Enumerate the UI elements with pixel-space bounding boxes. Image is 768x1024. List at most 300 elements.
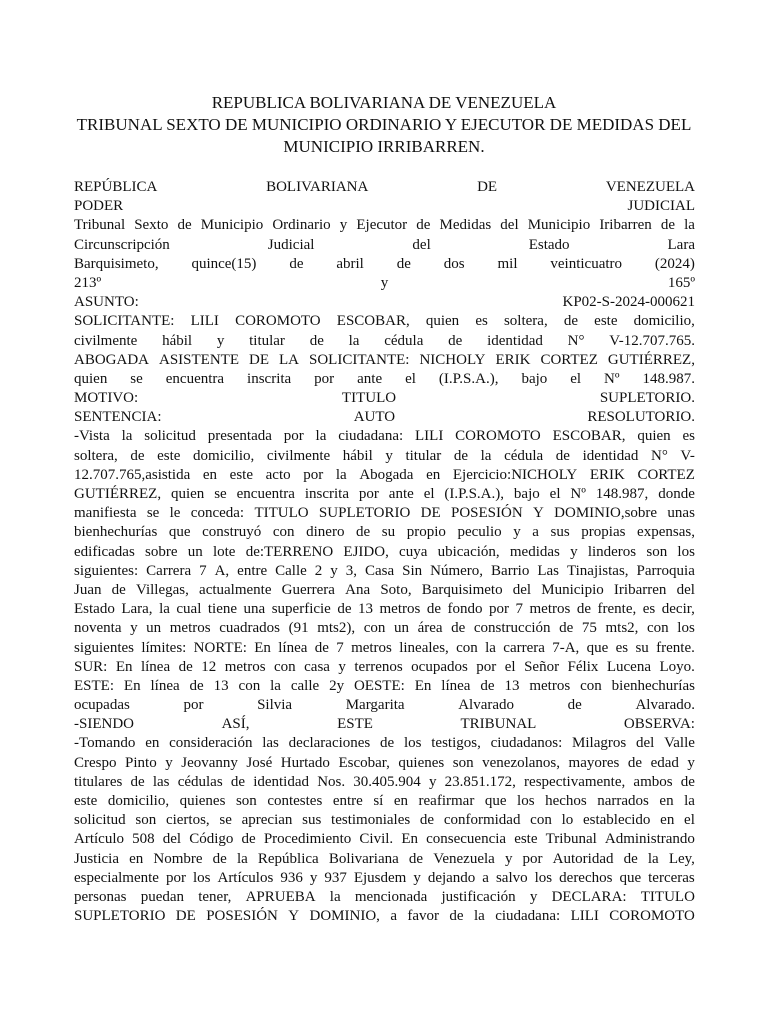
word: en (426, 466, 441, 483)
word: Lara, (121, 601, 153, 618)
word: metros (351, 639, 392, 656)
word: y (130, 620, 138, 637)
word: ABOGADA (74, 351, 149, 368)
word: en (393, 793, 409, 809)
word: POSESIÓN (450, 505, 523, 522)
word: N° (650, 447, 668, 464)
word: lo (561, 812, 574, 829)
word: En (123, 677, 141, 694)
word: -Tomando (74, 735, 136, 752)
word: Ejercicio:NICHOLY (452, 466, 578, 483)
word: Artículos (217, 869, 274, 886)
word: TITULO (640, 888, 695, 905)
body-line (74, 562, 695, 581)
word: son (135, 812, 157, 829)
word: GUTIÉRREZ, (607, 351, 695, 368)
word: del (635, 735, 655, 752)
word: medidas (509, 543, 560, 560)
word: REPÚBLICA (74, 179, 158, 195)
body-line (74, 504, 695, 523)
word: cédula (384, 332, 424, 349)
word: (2024) (654, 255, 695, 272)
word: de (314, 639, 329, 656)
body-line (74, 658, 695, 677)
word: la (647, 850, 659, 867)
body-line (74, 543, 695, 562)
word: Circunscripción (74, 236, 170, 253)
word: quien (170, 486, 205, 502)
word: En (115, 658, 133, 675)
word: quien (637, 428, 671, 445)
word: (I.P.S.A.), (444, 486, 505, 502)
word: metros (529, 677, 571, 694)
word: CORTEZ (637, 466, 695, 483)
word: encuentra (236, 486, 295, 502)
document-header (0, 92, 768, 158)
word: Barquisimeto (421, 581, 503, 598)
word: es (642, 601, 656, 618)
word: expensas, (637, 524, 695, 541)
word: y (339, 217, 348, 234)
word: y (338, 658, 346, 675)
word: es (682, 428, 695, 445)
word: 13 (504, 677, 520, 694)
word: la (335, 466, 347, 483)
word: es (615, 639, 629, 656)
word: 165º (667, 274, 695, 291)
word: civilmente (266, 447, 331, 464)
word: con (580, 677, 602, 694)
word: propio (406, 524, 446, 541)
word: AUTO (353, 409, 396, 426)
word: Ana (345, 581, 371, 598)
word: SUPLETORIO (318, 505, 411, 522)
word: área (417, 620, 443, 637)
word: Abogada (359, 466, 414, 483)
word: 23.851.172, (444, 773, 516, 790)
word: de (426, 601, 442, 618)
word: SUPLETORIO. (599, 390, 695, 407)
body-line (74, 773, 695, 792)
word: a (482, 869, 489, 886)
word: Barquisimeto, (74, 255, 159, 272)
body-line (74, 523, 695, 542)
word: un (146, 620, 162, 637)
word: por (358, 486, 379, 502)
word: bienhechurías (611, 677, 695, 694)
word: de:TERRENO (245, 543, 334, 560)
word: bienhechurías (74, 524, 158, 541)
word: la (473, 908, 485, 925)
word: línea (441, 677, 471, 694)
word: Ley, (668, 850, 695, 867)
word: los (192, 869, 211, 886)
word: aprecian (241, 812, 293, 829)
word: contestes (267, 793, 323, 809)
header-line-1: REPUBLICA BOLIVARIANA DE VENEZUELA (211, 93, 557, 112)
word: DE (477, 179, 498, 195)
word: Señor (524, 658, 560, 675)
body-line (74, 888, 695, 907)
word: 7 (199, 562, 207, 579)
word: SOLICITANTE: (309, 351, 410, 368)
word: actualmente (199, 581, 272, 598)
word: se (219, 812, 232, 829)
word: ciudadana: (495, 908, 561, 925)
word: linderos (587, 543, 637, 560)
body-line (74, 408, 695, 427)
word: mts2, (605, 620, 639, 637)
word: con (456, 639, 478, 656)
word: que (619, 869, 642, 886)
body-line (74, 485, 695, 504)
word: Félix (567, 658, 599, 675)
word: Estado (528, 236, 570, 253)
word: 148.987, (595, 486, 649, 502)
word: SUR: (74, 658, 108, 675)
word: de (416, 217, 431, 234)
word: lote (212, 543, 236, 560)
word: de (559, 620, 574, 637)
word: mts2), (317, 620, 356, 637)
word: APRUEBA (245, 888, 316, 905)
word: del (676, 581, 695, 598)
word: quien (74, 370, 108, 387)
word: de (178, 658, 193, 675)
body-line (74, 427, 695, 446)
body-line (74, 274, 695, 293)
word: la (684, 793, 695, 809)
body-line (74, 850, 695, 869)
word: Nos. (317, 773, 346, 790)
word: línea (278, 639, 308, 656)
word: noventa (74, 620, 122, 637)
word: le (169, 505, 181, 522)
word: Ejecutor (356, 217, 408, 234)
word: Procedimiento (263, 831, 352, 848)
word: 148.987. (642, 370, 695, 387)
word: JUDICIAL (627, 198, 695, 215)
word: un (187, 543, 203, 560)
word: 937 (324, 869, 347, 886)
word: el (570, 370, 582, 387)
word: ocupados (411, 658, 468, 675)
word: es (475, 313, 488, 330)
word: quien (425, 313, 460, 330)
word: sobre (145, 543, 178, 560)
word: su (635, 639, 649, 656)
word: Crespo (74, 754, 117, 771)
word: por (314, 370, 335, 387)
word: con (647, 620, 669, 637)
word: se (214, 486, 227, 502)
word: Jeovanny (181, 754, 238, 771)
word: y (165, 754, 173, 771)
word: Iribarren (613, 581, 667, 598)
word: Parroquia (636, 562, 695, 579)
word: A, (214, 562, 230, 579)
word: y (513, 524, 521, 541)
word: TITULO (341, 390, 397, 407)
word: por (283, 428, 304, 445)
word: MOTIVO: (74, 390, 139, 407)
word: identidad (487, 332, 543, 349)
word: sí (373, 793, 384, 809)
body-line (74, 236, 695, 255)
word: sus (302, 812, 322, 829)
word: ESCOBAR, (552, 428, 626, 445)
word: PODER (74, 198, 124, 215)
word: peculio (457, 524, 502, 541)
word: ante (357, 370, 383, 387)
word: hábil (162, 332, 193, 349)
word: quienes (179, 793, 226, 809)
word: OESTE: (353, 677, 405, 694)
word: Loyo. (659, 658, 695, 675)
word: quince(15) (191, 255, 257, 272)
word: 30.405.904 (353, 773, 421, 790)
body-line (74, 293, 695, 312)
word: Número, (430, 562, 484, 579)
word: (I.P.S.A.), (438, 370, 499, 387)
body-line (74, 466, 695, 485)
word: -Vista (74, 428, 110, 445)
word: 213º (74, 274, 102, 291)
word: edad (650, 754, 679, 771)
word: Y (288, 908, 300, 925)
word: de (189, 677, 204, 694)
word: la (121, 428, 133, 445)
word: DECLARA: (551, 888, 627, 905)
word: 7 (515, 601, 524, 618)
word: y (309, 869, 318, 886)
word: en (660, 812, 675, 829)
word: 7 (336, 639, 344, 656)
word: DE (249, 351, 269, 368)
word: cuadrados (219, 620, 280, 637)
word: los (403, 735, 422, 752)
word: ASISTENTE (159, 351, 239, 368)
word: veinticuatro (550, 255, 623, 272)
word: Sexto (134, 217, 169, 234)
body-line (74, 600, 695, 619)
word: Estado (74, 601, 115, 618)
word: República (257, 850, 319, 867)
word: soltera, (503, 313, 548, 330)
word: 2 (314, 562, 323, 579)
word: testigos, (431, 735, 481, 752)
word: de (567, 697, 582, 714)
word: domicilio, (193, 447, 255, 464)
word: solicitud (74, 812, 126, 829)
word: V-12.707.765. (609, 332, 695, 349)
word: personas (74, 888, 127, 905)
word: Calle (275, 562, 307, 579)
word: Medidas (439, 217, 492, 234)
word: reafirmar (418, 793, 475, 809)
word: 3, (345, 562, 357, 579)
word: ambos (633, 773, 673, 790)
word: COROMOTO (609, 908, 695, 925)
word: metros (169, 620, 211, 637)
word: de (111, 581, 126, 598)
word: donde (658, 486, 695, 502)
word: quienes (398, 754, 445, 771)
word: En (414, 677, 432, 694)
word: Lucena (606, 658, 651, 675)
word: 508 (132, 831, 155, 848)
word: Administrando (604, 831, 695, 848)
word: que (168, 524, 191, 541)
word: construyó (202, 524, 262, 541)
word: solicitud (144, 428, 196, 445)
word: CORTEZ (540, 351, 598, 368)
word: edificadas (74, 543, 135, 560)
body-line (74, 389, 695, 408)
word: conceda: (190, 505, 245, 522)
word: DE (175, 908, 196, 925)
word: titulares (74, 773, 123, 790)
header-line-2: TRIBUNAL SEXTO DE MUNICIPIO ORDINARIO Y EJECUTOR DE MEDIDAS DEL (76, 115, 692, 134)
word: dos (443, 255, 465, 272)
word: ERIK (495, 351, 531, 368)
word: cédula (504, 447, 544, 464)
word: Judicial (267, 236, 315, 253)
word: ASÍ, (221, 716, 250, 733)
word: se (130, 370, 143, 387)
word: y (385, 447, 393, 464)
word: el (684, 812, 695, 829)
word: casa (304, 658, 330, 675)
word: conformidad (443, 812, 521, 829)
body-line (74, 178, 695, 197)
body-line (74, 696, 695, 715)
word: Margarita (345, 697, 405, 714)
word: SOLICITANTE: (74, 313, 175, 330)
word: cual (176, 601, 202, 618)
word: una (243, 601, 266, 618)
word: especialmente (74, 869, 159, 886)
word: tiene (207, 601, 238, 618)
word: terrenos (354, 658, 403, 675)
word: consideración (169, 735, 253, 752)
word: entre (237, 562, 268, 579)
word: y (504, 850, 513, 867)
word: de (555, 447, 570, 464)
word: la (348, 332, 360, 349)
word: terceras (648, 869, 695, 886)
word: mil (497, 255, 518, 272)
word: lineales, (399, 639, 449, 656)
word: de (563, 313, 579, 330)
body-line (74, 907, 695, 926)
body-line (74, 216, 695, 235)
word: Guerrera (281, 581, 335, 598)
word: línea (150, 677, 180, 694)
word: y (330, 562, 338, 579)
word: Nº (604, 370, 620, 387)
word: de (130, 773, 145, 790)
word: Autoridad (552, 850, 614, 867)
word: LILI (190, 313, 219, 330)
word: presentada (207, 428, 272, 445)
word: con (363, 620, 386, 637)
word: en (659, 793, 674, 809)
word: inscrita (304, 486, 349, 502)
word: 12 (201, 658, 217, 675)
word: LILI (570, 908, 599, 925)
word: Bolivariana (328, 850, 399, 867)
word: de (680, 773, 695, 790)
word: Valle (664, 735, 695, 752)
word: las (262, 735, 279, 752)
word: Tribunal (545, 831, 597, 848)
word: José (246, 754, 273, 771)
word: por (303, 466, 324, 483)
word: LA (279, 351, 299, 368)
word: RESOLUTORIO. (587, 409, 695, 426)
word: Las (537, 562, 560, 579)
word: su (381, 524, 396, 541)
word: por (476, 658, 497, 675)
body-line (74, 715, 695, 734)
word: ESTE (337, 716, 373, 733)
body-line (74, 447, 695, 466)
word: 12.707.765,asistida (74, 466, 191, 483)
word: de (453, 447, 469, 464)
word: DOMINIO,sobre (554, 505, 658, 522)
word: en (129, 850, 144, 867)
word: de (660, 217, 676, 234)
word: se (146, 505, 160, 522)
word: de (449, 908, 464, 925)
body-line (74, 754, 695, 773)
word: son (452, 754, 474, 771)
body-line (74, 830, 695, 849)
word: favor (407, 908, 440, 925)
word: bajo (521, 370, 548, 387)
word: Artículo (74, 831, 124, 848)
word: Sin (402, 562, 423, 579)
word: la (684, 217, 695, 234)
word: la (159, 601, 170, 618)
word: fondo (447, 601, 483, 618)
word: venezolanos, (482, 754, 561, 771)
word: carrera (503, 639, 545, 656)
word: Tribunal (74, 217, 126, 234)
word: que (586, 639, 609, 656)
body-line (74, 677, 695, 696)
word: el (504, 658, 516, 675)
word: 13 (213, 677, 229, 694)
word: el (405, 370, 416, 387)
word: este (514, 831, 538, 848)
word: titular (405, 447, 442, 464)
word: 7-A, (552, 639, 580, 656)
word: Barrio (491, 562, 530, 579)
word: propias (581, 524, 626, 541)
word: Tinajistas, (567, 562, 629, 579)
word: frente, (597, 601, 637, 618)
word: siguientes: (74, 562, 139, 579)
word: la (270, 677, 281, 694)
word: Hurtado (280, 754, 330, 771)
word: Villegas, (136, 581, 189, 598)
word: metros (224, 658, 266, 675)
word: -SIENDO (74, 716, 134, 733)
word: Carrera (146, 562, 192, 579)
word: Soto, (380, 581, 412, 598)
